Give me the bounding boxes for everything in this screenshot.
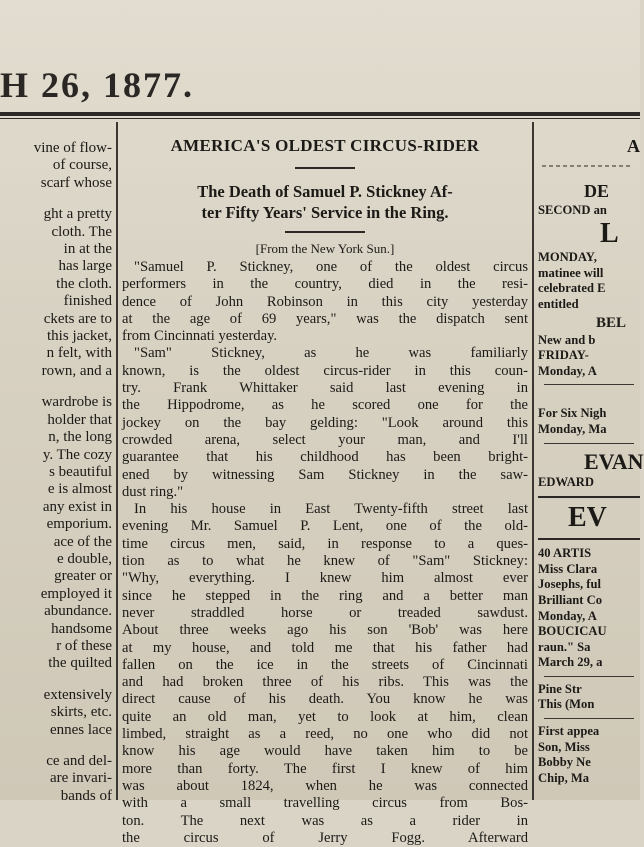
article-body-line: evening Mr. Samuel P. Lent, one of the old- bbox=[122, 518, 528, 535]
left-column-line: extensively bbox=[43, 686, 112, 703]
right-column-line: FRIDAY- bbox=[538, 348, 589, 363]
right-column-line: matinee will bbox=[538, 265, 604, 280]
left-column-line: y. The cozy bbox=[42, 446, 112, 463]
article-body-line: the circus of Jerry Fogg. Afterward bbox=[122, 829, 528, 846]
right-lines-e bbox=[538, 682, 640, 713]
article-body-line: performers in the country, died in the resi- bbox=[122, 276, 528, 293]
right-column-line: Pine Str bbox=[538, 681, 582, 696]
right-column-line: MONDAY, bbox=[538, 250, 597, 265]
article-body-line: jockey on the bay gelding: "Look around this bbox=[122, 414, 528, 431]
article-body-line: since he stepped in the ring and a better man bbox=[122, 587, 528, 604]
masthead-dateline bbox=[0, 58, 640, 114]
paragraph-gap bbox=[0, 380, 112, 394]
paragraph-gap bbox=[0, 739, 112, 753]
left-column-line: r of these bbox=[56, 637, 112, 654]
article-body-line: at my house, and told me that his father had bbox=[122, 639, 528, 656]
masthead-rule-thin bbox=[0, 118, 640, 119]
article-body-line: try. Frank Whittaker said last evening in bbox=[122, 380, 528, 397]
article-body-line: know his age would have taken him to be bbox=[122, 743, 528, 760]
left-column-line: abundance. bbox=[44, 603, 112, 620]
right-column-line: raun." Sa bbox=[538, 639, 591, 654]
right-separator bbox=[544, 443, 634, 444]
article-column bbox=[120, 134, 530, 846]
left-column-line: e double, bbox=[57, 550, 112, 567]
right-column-line: March 29, a bbox=[538, 655, 603, 670]
article-body-line: never straddled horse or treaded sawdust. bbox=[122, 604, 528, 621]
right-lines-c bbox=[538, 406, 640, 437]
left-column-line: the cloth. bbox=[56, 275, 112, 292]
left-column-line: holder that bbox=[47, 411, 112, 428]
right-column-line: BOUCICAU bbox=[538, 624, 607, 639]
article-body-line: direct cause of his death. You know he was bbox=[122, 691, 528, 708]
left-column-line: s beautiful bbox=[49, 463, 112, 480]
left-column-line: of course, bbox=[52, 157, 112, 174]
right-column-line: New and b bbox=[538, 332, 596, 347]
right-column-line: Monday, Ma bbox=[538, 421, 607, 436]
left-column-line: greater or bbox=[54, 568, 112, 585]
article-body-line: ton. The next was as a rider in bbox=[122, 812, 528, 829]
article-body-line: About three weeks ago his son 'Bob' was here bbox=[122, 622, 528, 639]
article-body-line: and had broken three of his ribs. This was the bbox=[122, 674, 528, 691]
masthead-rule-thick bbox=[0, 112, 640, 116]
left-column-line: finished bbox=[63, 293, 112, 310]
subhead-line: The Death of Samuel P. Stickney Af- bbox=[197, 182, 453, 201]
article-body-line: quite an old man, yet to look at him, clean bbox=[122, 708, 528, 725]
right-second: SECOND an bbox=[538, 202, 607, 217]
right-ev-text: EV bbox=[568, 502, 607, 534]
right-lines-a bbox=[538, 250, 640, 312]
article-body-line: guarantee that his childhood has been bright- bbox=[122, 449, 528, 466]
left-column-line: vine of flow- bbox=[33, 140, 112, 156]
article-body-line: "Samuel P. Stickney, one of the oldest circus bbox=[134, 259, 528, 275]
article-body-line: known, is the oldest circus-rider in this coun- bbox=[122, 362, 528, 379]
left-column-line: cloth. The bbox=[51, 223, 112, 240]
article-body-line: limbed, straight as a reed, no one who did not bbox=[122, 726, 528, 743]
right-column-line: entitled bbox=[538, 296, 579, 311]
article-body-line: ened by witnessing Sam Stickney in the saw- bbox=[122, 466, 528, 483]
column-divider-left bbox=[116, 122, 118, 800]
right-column-line: Monday, A bbox=[538, 363, 597, 378]
article-body-line: "Why, everything. I knew him almost ever bbox=[122, 570, 528, 587]
left-column-line: in at the bbox=[63, 241, 112, 258]
left-column-line: wardrobe is bbox=[41, 394, 112, 411]
column-divider-right bbox=[532, 122, 534, 800]
left-column-line: n, the long bbox=[48, 429, 112, 446]
article-body-line: more than forty. The first I knew of him bbox=[122, 760, 528, 777]
article-body-line: was about 1824, when he was connected bbox=[122, 777, 528, 794]
left-column-line: this jacket, bbox=[47, 328, 112, 345]
article-headline: AMERICA'S OLDEST CIRCUS-RIDER bbox=[170, 136, 480, 155]
headline-separator bbox=[295, 167, 355, 169]
left-column-line: rown, and a bbox=[41, 362, 112, 379]
left-column-line: ckets are to bbox=[43, 310, 112, 327]
right-column-line: 40 ARTIS bbox=[538, 546, 592, 561]
right-bel: BEL bbox=[596, 314, 627, 331]
article-body bbox=[120, 259, 530, 847]
left-column-line: e is almost bbox=[47, 481, 112, 498]
right-separator bbox=[544, 676, 634, 677]
article-body-line: crowded arena, select your man, and I'll bbox=[122, 431, 528, 448]
right-column-line: Josephs, ful bbox=[538, 577, 601, 592]
left-column-line: skirts, etc. bbox=[50, 704, 112, 721]
left-column-line: ce and del- bbox=[46, 753, 112, 769]
right-column-line: This (Mon bbox=[538, 697, 595, 712]
left-column-line: ace of the bbox=[53, 533, 112, 550]
article-body-line: fallen on the ice in the streets of Cincinnati bbox=[122, 656, 528, 673]
left-column-fragment bbox=[0, 140, 112, 804]
article-body-line: with a small travelling circus from Bos- bbox=[122, 795, 528, 812]
article-source: [From the New York Sun.] bbox=[255, 241, 395, 256]
article-body-line: dust ring." bbox=[122, 483, 184, 500]
right-lines-f bbox=[538, 724, 640, 786]
right-column-line: celebrated E bbox=[538, 281, 606, 296]
article-body-line: time circus men, said, in response to a ques- bbox=[122, 535, 528, 552]
article-body-line: tion as to what he knew of "Sam" Stickney: bbox=[122, 553, 528, 570]
left-column-line: are invari- bbox=[49, 770, 112, 787]
article-body-line: the Hippodrome, as he scored one for the bbox=[122, 397, 528, 414]
right-lines-d bbox=[538, 546, 640, 671]
right-column-line: For Six Nigh bbox=[538, 406, 607, 421]
right-column-line: Miss Clara bbox=[538, 561, 598, 576]
paragraph-gap bbox=[0, 192, 112, 206]
right-separator bbox=[544, 384, 634, 385]
subhead-line: ter Fifty Years' Service in the Ring. bbox=[201, 203, 449, 222]
right-separator bbox=[544, 718, 634, 719]
right-top-letter: A bbox=[627, 136, 640, 156]
right-column-line: Son, Miss bbox=[538, 739, 590, 754]
article-body-line: dence of John Robinson in this city yesterday bbox=[122, 293, 528, 310]
left-column-line: any exist in bbox=[42, 498, 112, 515]
article-body-line: "Sam" Stickney, as he was familiarly bbox=[134, 345, 528, 362]
right-ev-box bbox=[538, 496, 640, 540]
dateline-text: H 26, 1877. bbox=[0, 65, 195, 105]
left-column-line: employed it bbox=[40, 585, 112, 602]
article-body-line: from Cincinnati yesterday. bbox=[122, 328, 278, 345]
right-column-line: First appea bbox=[538, 724, 600, 739]
left-column-line: ght a pretty bbox=[43, 206, 112, 223]
article-body-line: In his house in East Twenty-fifth street last bbox=[134, 501, 528, 518]
right-big-letter: L bbox=[600, 218, 619, 250]
article-subhead bbox=[120, 181, 530, 223]
right-column-line: Monday, A bbox=[538, 608, 597, 623]
right-column-line: Chip, Ma bbox=[538, 770, 590, 785]
left-column-line: emporium. bbox=[46, 516, 112, 533]
subhead-separator bbox=[285, 231, 365, 233]
right-lines-b bbox=[538, 333, 640, 380]
right-column-line: Bobby Ne bbox=[538, 755, 591, 770]
right-evan: EVAN bbox=[584, 448, 644, 474]
left-column-line: has large bbox=[58, 258, 112, 275]
right-edward: EDWARD bbox=[538, 474, 594, 489]
left-column-line: the quilted bbox=[48, 655, 112, 672]
paragraph-gap bbox=[0, 673, 112, 687]
left-column-line: n felt, with bbox=[46, 345, 112, 362]
right-column-line: Brilliant Co bbox=[538, 592, 603, 607]
left-column-line: bands of bbox=[60, 787, 112, 804]
right-column-fragment bbox=[538, 134, 644, 800]
left-column-line: ennes lace bbox=[49, 721, 112, 738]
right-de: DE bbox=[584, 180, 610, 201]
article-body-line: at the age of 69 years," was the dispatch sent bbox=[122, 310, 528, 327]
left-column-line: handsome bbox=[51, 620, 112, 637]
left-column-line: scarf whose bbox=[40, 174, 112, 191]
